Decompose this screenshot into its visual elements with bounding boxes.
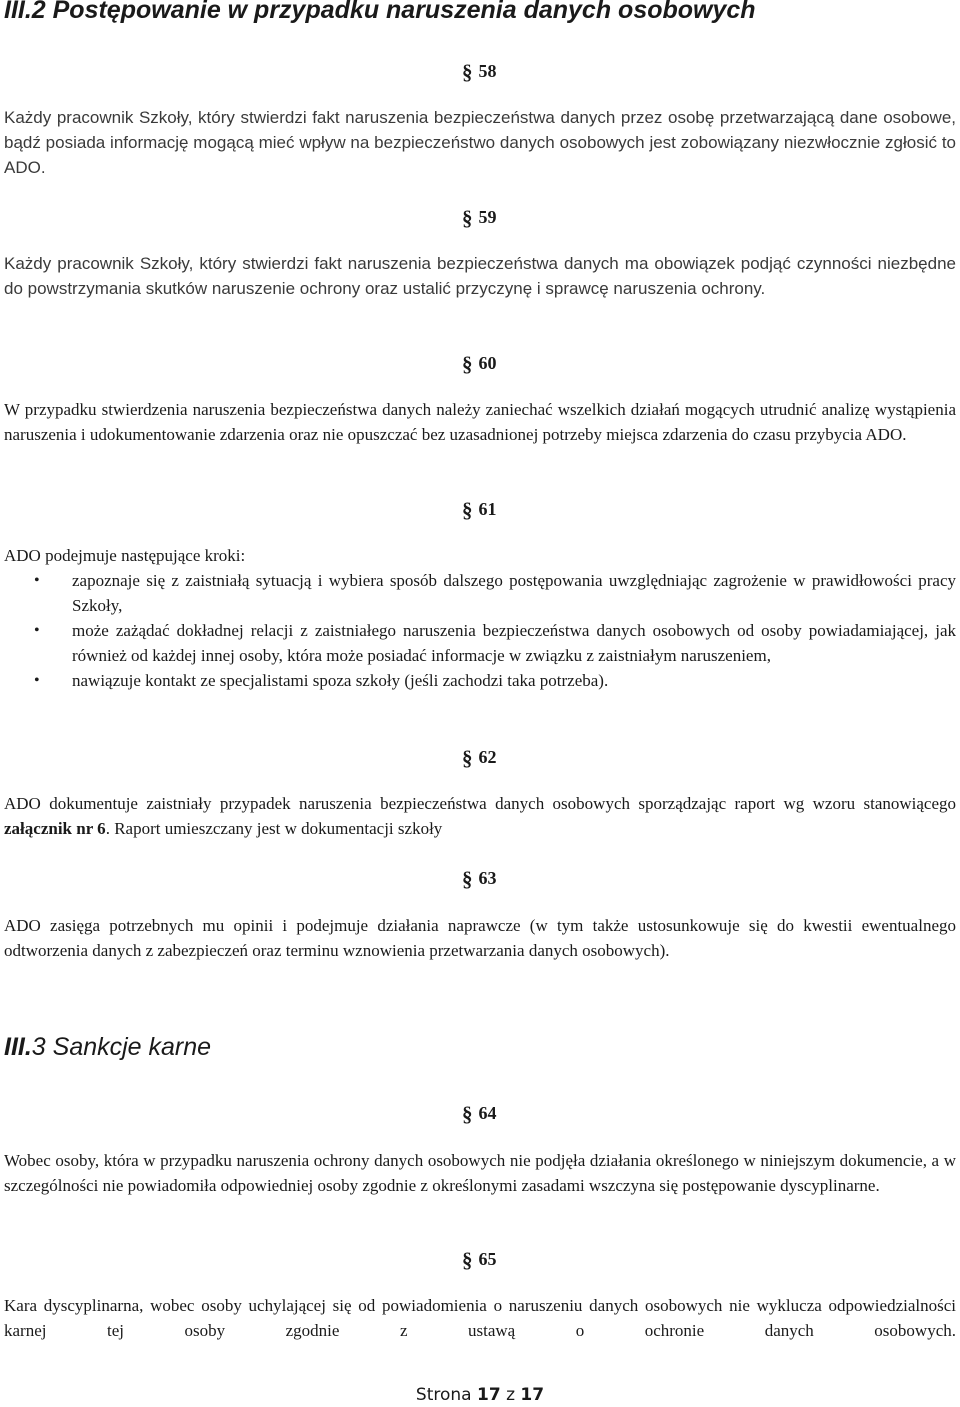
section-heading-iii-3 [4,1033,211,1062]
paragraph-number-65 [462,1246,497,1271]
section-heading-text: Postępowanie w przypadku naruszenia danych osobowych [45,0,756,24]
page-footer [0,1385,960,1405]
section-symbol: § [462,60,473,84]
paragraph-62-text-before: ADO dokumentuje zaistniały przypadek naruszenia bezpieczeństwa danych osobowych sporządzając raport wg wzoru stanowiącego [4,794,956,813]
paragraph-number-value: 60 [478,353,497,373]
paragraph-number-value: 61 [478,499,497,519]
paragraph-number-value: 63 [478,868,497,888]
paragraph-number-value: 59 [478,207,497,227]
paragraph-62-text [4,791,956,841]
section-symbol: § [462,1248,473,1272]
paragraph-number-value: 64 [478,1103,497,1123]
paragraph-number-61 [462,496,497,521]
paragraph-63-text: ADO zasięga potrzebnych mu opinii i podejmuje działania naprawcze (w tym także ustosunkowuje się do kwestii ewentualnego odtworzenia danych z zabezpieczeń oraz terminu wznowienia przetwarzania danych osobowych). [4,916,956,960]
bullet-icon: • [34,622,40,639]
list-item-text: zapoznaje się z zaistniałą sytuacją i wybiera sposób dalszego postępowania uwzględniając zagrożenie w prawidłowości pracy Szkoły, [72,571,956,615]
bullet-icon: • [34,672,40,689]
section-symbol: § [462,352,473,376]
paragraph-number-63 [462,865,497,890]
section-heading-prefix: III. [4,1033,32,1061]
paragraph-number-59 [462,204,497,229]
paragraph-62-text-after: . Raport umieszczany jest w dokumentacji szkoły [105,819,443,838]
paragraph-number-62 [462,744,497,769]
list-item [4,668,956,693]
section-heading-text: 3 Sankcje karne [31,1033,212,1061]
paragraph-number-value: 62 [478,747,497,767]
paragraph-number-value: 58 [478,61,497,81]
paragraph-61-list [4,568,956,693]
list-item [4,568,956,618]
section-symbol: § [462,206,473,230]
paragraph-60-text: W przypadku stwierdzenia naruszenia bezpieczeństwa danych należy zaniechać wszelkich działań mogących utrudnić analizę wystąpienia naruszenia i udokumentowanie zdarzenia oraz nie opuszczać bez uzasadnionej potrzeby miejsca zdarzenia do czasu przybycia ADO. [4,400,956,444]
list-item-text: nawiązuje kontakt ze specjalistami spoza szkoły (jeśli zachodzi taka potrzeba). [72,671,609,690]
paragraph-58-text: Każdy pracownik Szkoły, który stwierdzi fakt naruszenia bezpieczeństwa danych przez osobę przetwarzającą dane osobowe, bądź posiada informację mogącą mieć wpływ na bezpieczeństwo danych osobowych jest zobowiązany niezwłocznie zgłosić to ADO. [4,108,956,177]
paragraph-number-value: 65 [478,1249,497,1269]
list-item-text: może zażądać dokładnej relacji z zaistniałego naruszenia bezpieczeństwa danych osobowych od osoby powiadamiającej, jak również od każdej innej osoby, która może posiadać informacje w związku z zaistniałym naruszeniem, [72,621,956,665]
paragraph-59-text: Każdy pracownik Szkoły, który stwierdzi fakt naruszenia bezpieczeństwa danych ma obowiązek podjąć czynności niezbędne do powstrzymania skutków naruszenie ochrony oraz ustalić przyczynę i sprawcę naruszenia ochrony. [4,254,956,298]
section-heading-iii-2 [4,0,756,25]
section-heading-prefix: III.2 [4,0,46,24]
section-symbol: § [462,746,473,770]
footer-prefix: Strona [415,1385,477,1405]
section-symbol: § [462,867,473,891]
attachment-reference: załącznik nr 6 [4,819,106,838]
paragraph-number-64 [462,1100,497,1125]
footer-page-total: 17 [520,1385,545,1405]
paragraph-65-text: Kara dyscyplinarna, wobec osoby uchylającej się od powiadomienia o naruszeniu danych osobowych nie wyklucza odpowiedzialności karnej tej osoby zgodnie z ustawą o ochronie danych osobowych. [4,1296,956,1340]
paragraph-64-text: Wobec osoby, która w przypadku naruszenia ochrony danych osobowych nie podjęła działania określonego w niniejszym dokumencie, a w szczególności nie powiadomiła odpowiedniej osoby zgodnie z określonymi zasadami wszczyna się postępowanie dyscyplinarne. [4,1151,956,1195]
section-symbol: § [462,498,473,522]
list-item [4,618,956,668]
paragraph-number-60 [462,350,497,375]
footer-page-number: 17 [477,1385,501,1405]
paragraph-61-intro: ADO podejmuje następujące kroki: [4,546,246,565]
footer-middle: z [500,1385,521,1405]
section-symbol: § [462,1102,473,1126]
bullet-icon: • [34,572,40,589]
paragraph-number-58 [462,58,497,83]
